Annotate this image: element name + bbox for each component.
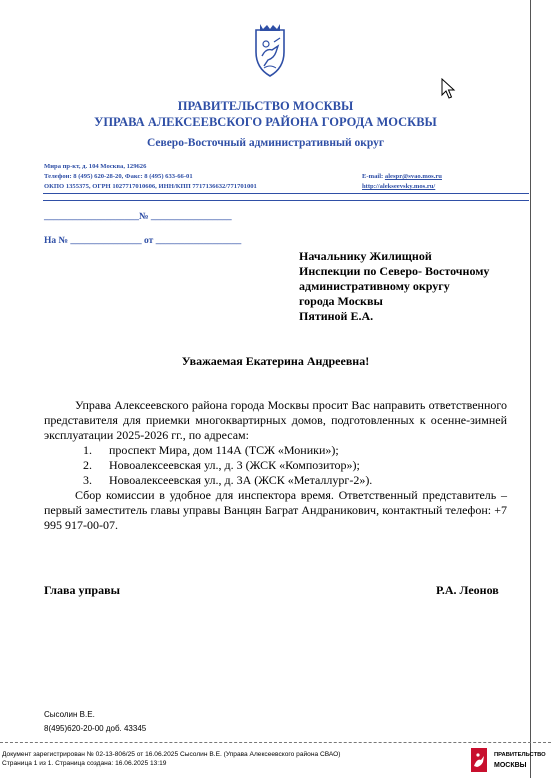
list-text: проспект Мира, дом 114А (ТСЖ «Моники»); [109, 443, 339, 457]
addressee-line: Инспекции по Северо- Восточному [299, 264, 490, 278]
moscow-government-logo-icon [471, 748, 487, 772]
mouse-cursor-icon [441, 78, 457, 100]
list-number: 3. [83, 473, 92, 487]
signatory-name: Р.А. Леонов [436, 583, 499, 597]
email-label: E-mail: [362, 173, 385, 180]
email-line [362, 173, 442, 180]
signatory-role: Глава управы [44, 583, 120, 597]
header-divider [43, 193, 529, 194]
email-link[interactable]: alespr@svao.mos.ru [384, 173, 442, 180]
registration-number-line: ____________________№ _________________ [44, 212, 232, 222]
list-number: 2. [83, 458, 92, 472]
executor-phone: 8(495)620-20-00 доб. 43345 [44, 724, 147, 733]
registration-stamp-text: Документ зарегистрирован № 02-13-806/25 от 16.06.2025 Сысолин В.Е. (Управа Алексеевского района СВАО) [2, 751, 341, 758]
footer-brand-line: ПРАВИТЕЛЬСТВО [494, 752, 546, 758]
reply-to-line: На № _______________ от __________________ [44, 236, 242, 246]
footer-divider [0, 742, 551, 743]
list-item [44, 473, 507, 488]
addressee-block [299, 249, 529, 324]
addressee-line: города Москвы [299, 294, 383, 308]
addressee-line: административному округу [299, 279, 450, 293]
list-item [44, 443, 507, 458]
council-title: УПРАВА АЛЕКСЕЕВСКОГО РАЙОНА ГОРОДА МОСКВЫ [94, 115, 437, 129]
list-text: Новоалексеевская ул., д. 3А (ЖСК «Металлург-2»). [109, 473, 373, 487]
org-address: Мира пр-кт, д. 104 Москва, 129626 [44, 163, 147, 170]
addressee-line: Начальнику Жилищной [299, 249, 432, 263]
org-codes: ОКПО 1355375, ОГРН 1027717010606, ИНН/КПП 7717136632/771701001 [44, 183, 257, 190]
list-number: 1. [83, 443, 92, 457]
letter-body [44, 398, 507, 533]
intro-paragraph: Управа Алексеевского района города Москвы просит Вас направить ответственного представителя для приемки многоквартирных домов, подготовленных к осенне-зимней эксплуатации 2025-2026 гг., по адресам: [44, 398, 507, 442]
district-title: Северо-Восточный административный округ [146, 137, 385, 149]
org-phones: Телефон: 8 (495) 620-28-20, Факс: 8 (495) 633-66-01 [44, 173, 193, 180]
address-list [44, 443, 507, 488]
greeting: Уважаемая Екатерина Андреевна! [181, 354, 370, 368]
closing-paragraph: Сбор комиссии в удобное для инспектора время. Ответственный представитель – первый заместитель главы управы Ванцян Баграт Андраникович, контактный телефон: +7 995 917-00-07. [44, 488, 507, 532]
footer-brand-line: МОСКВЫ [494, 762, 527, 769]
executor-name: Сысолин В.Е. [44, 710, 95, 719]
list-item [44, 458, 507, 473]
website-link[interactable]: http://alekseevsky.mos.ru/ [362, 183, 436, 190]
list-text: Новоалексеевская ул., д. 3 (ЖСК «Композитор»); [109, 458, 360, 472]
header-divider-thin [43, 200, 529, 201]
addressee-line: Пятиной Е.А. [299, 309, 374, 323]
moscow-coat-of-arms-icon [250, 22, 290, 80]
page-info-text: Страница 1 из 1. Страница создана: 16.06.2025 13:19 [2, 760, 167, 767]
government-title: ПРАВИТЕЛЬСТВО МОСКВЫ [177, 99, 354, 113]
